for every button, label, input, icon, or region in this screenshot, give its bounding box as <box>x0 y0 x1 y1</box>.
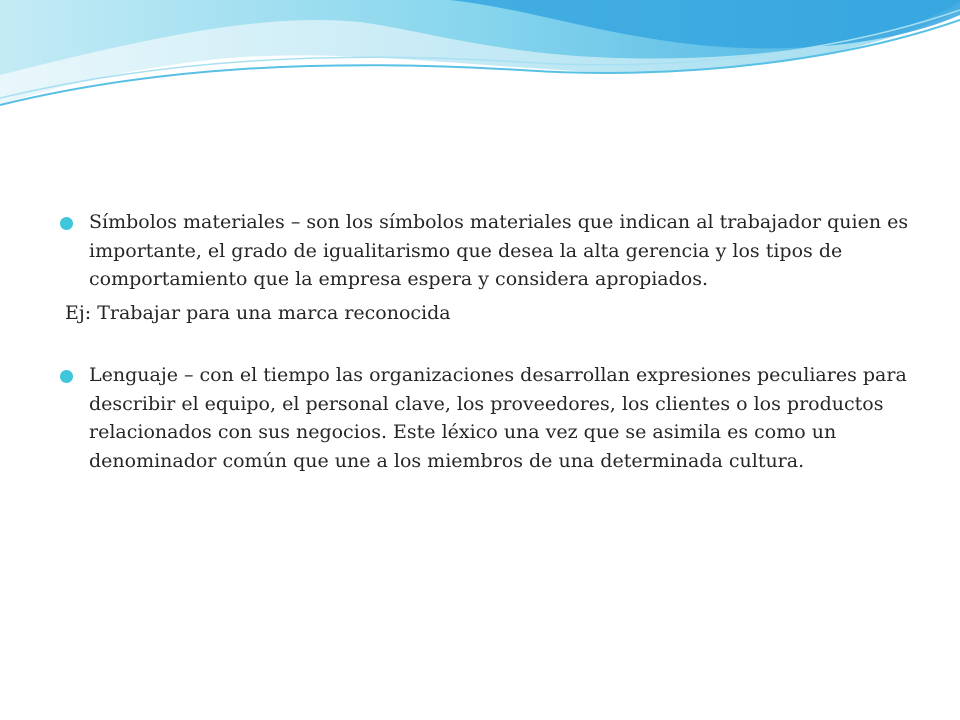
example-line: Ej: Trabajar para una marca reconocida <box>65 301 451 324</box>
slide-body <box>60 208 920 475</box>
bullet-icon <box>60 217 73 230</box>
bullet-icon <box>60 370 73 383</box>
spacer <box>60 327 920 361</box>
bullet-simbolos-materiales <box>60 208 920 294</box>
header-wave-decoration <box>0 0 960 120</box>
bullet-text: Símbolos materiales – son los símbolos materiales que indican al trabajador quien es importante, el grado de igualitarismo que desea la alta gerencia y los tipos de comportamiento que la empresa espera y considera apropiados. <box>89 211 909 290</box>
bullet-lenguaje <box>60 361 920 475</box>
bullet-text: Lenguaje – con el tiempo las organizaciones desarrollan expresiones peculiares para describir el equipo, el personal clave, los proveedores, los clientes o los productos relacionados con sus negocios. Este léxico una vez que se asimila es como un denominador común que une a los miembros de una determinada cultura. <box>89 364 907 472</box>
